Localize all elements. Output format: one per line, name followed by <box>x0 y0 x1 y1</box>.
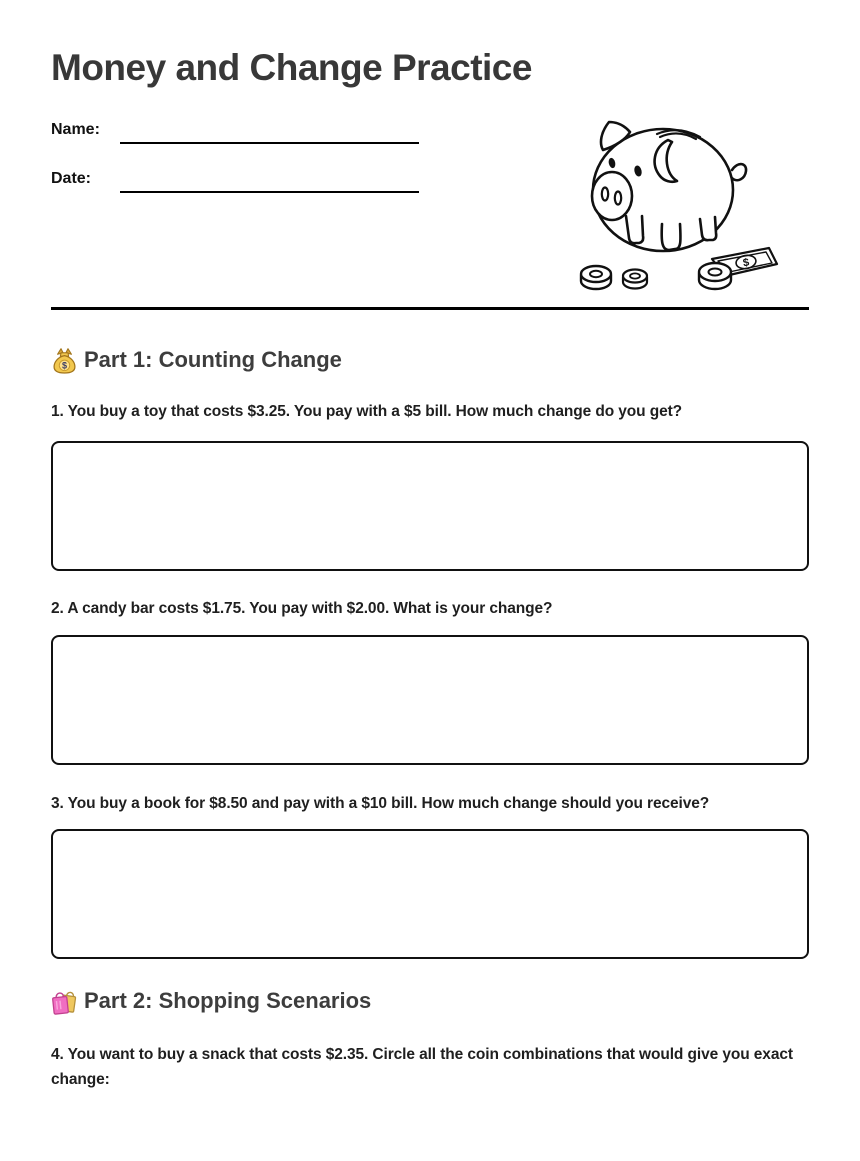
shopping-bags-icon <box>51 988 77 1015</box>
money-bag-dollar-sign: $ <box>61 359 67 370</box>
pig-leg-front <box>626 216 643 243</box>
section-heading-part2 <box>51 987 809 1015</box>
pig-snout <box>592 172 632 220</box>
bill-dollar-sign: $ <box>742 256 751 270</box>
section-divider <box>51 307 809 310</box>
name-field-label: Name: <box>51 121 100 138</box>
question-4: 4. You want to buy a snack that costs $2.35. Circle all the coin combinations that would give you exact change: <box>51 1046 793 1088</box>
question-1: 1. You buy a toy that costs $3.25. You pay with a $5 bill. How much change do you get? <box>51 403 683 420</box>
date-input-line[interactable] <box>120 169 419 193</box>
section-heading-text: Part 1: Counting Change <box>84 347 342 372</box>
piggy-bank-svg <box>565 112 780 292</box>
section-heading-text: Part 2: Shopping Scenarios <box>84 988 372 1013</box>
pig-tail <box>732 164 746 180</box>
money-bag-icon <box>51 347 77 374</box>
answer-box-2[interactable] <box>51 635 809 765</box>
answer-box-1[interactable] <box>51 441 809 571</box>
name-input-line[interactable] <box>120 120 419 144</box>
piggy-bank-illustration <box>565 112 780 292</box>
section-heading-part1 <box>51 346 809 374</box>
coin-large <box>699 263 731 289</box>
date-field-label: Date: <box>51 170 92 187</box>
page-title: Money and Change Practice <box>51 47 532 88</box>
pig-leg-back <box>700 217 716 240</box>
question-3: 3. You buy a book for $8.50 and pay with a $10 bill. How much change should you receive? <box>51 795 710 812</box>
coin-left <box>581 266 611 289</box>
pig-leg-middle <box>662 224 681 250</box>
question-2: 2. A candy bar costs $1.75. You pay with $2.00. What is your change? <box>51 600 553 617</box>
coin-small <box>623 270 647 289</box>
answer-box-3[interactable] <box>51 829 809 959</box>
